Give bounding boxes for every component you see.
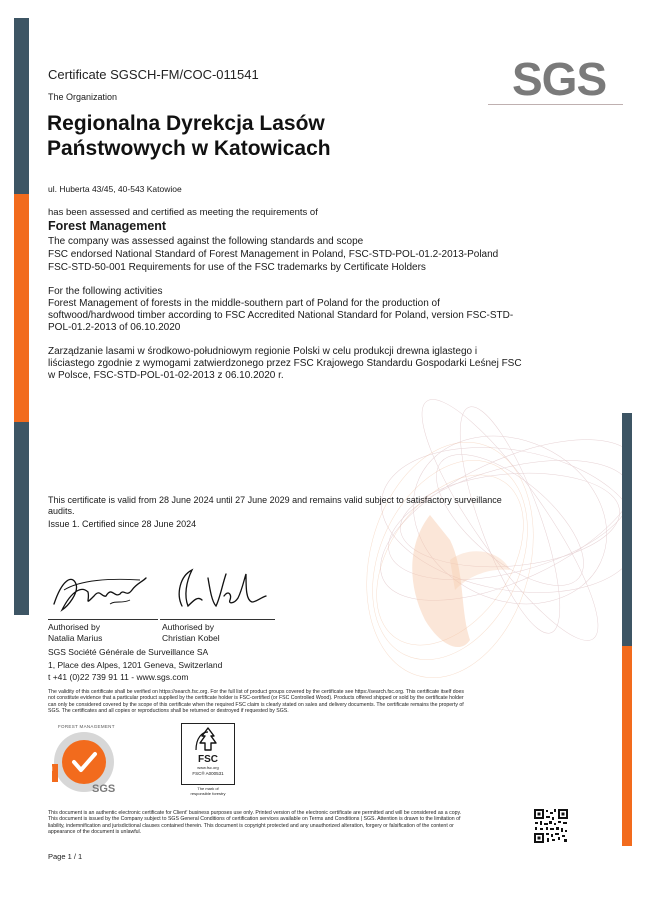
activity-en-line-3: POL-01.2-2013 of 06.10.2020 (48, 322, 181, 333)
company-contact: t +41 (0)22 739 91 11 - www.sgs.com (48, 672, 189, 682)
scheme-title: Forest Management (48, 219, 167, 233)
activities-label: For the following activities (48, 286, 163, 297)
fine-print-line: SGS. The certificates and all copies or reproductions shall be returned or destroyed if requested by SGS. (48, 708, 289, 715)
fsc-tagline-1: The mark of (197, 786, 219, 791)
badge-side-text: FM (44, 767, 53, 773)
fsc-brand: FSC (198, 754, 218, 765)
sgs-logo (512, 53, 607, 105)
standard-2: FSC-STD-50-001 Requirements for use of the FSC trademarks by Certificate Holders (48, 262, 426, 273)
signature-christian-kobel (162, 560, 272, 618)
fine-print-line: appearance of the document is unlawful. (48, 829, 142, 836)
left-slate-bar (14, 18, 29, 194)
left-orange-bar (14, 194, 29, 422)
fine-print-line: This document is issued by the Company subject to SGS General Conditions of certification services available on Terms and Conditions | SGS. Attention is drawn to the limitation of (48, 816, 461, 823)
standards-intro: The company was assessed against the following standards and scope (48, 236, 364, 247)
signature-natalia-marius (50, 560, 160, 618)
fine-print-line: The validity of this certificate shall be verified on https://search.fsc.org. For the full list of product groups covered by the certificate see https://search.fsc.org. This certificate itself does (48, 689, 464, 695)
badge-brand: SGS (92, 783, 116, 795)
authenticity-fine-print (48, 810, 528, 836)
issue-line: Issue 1. Certified since 28 June 2024 (48, 519, 197, 529)
organization-label: The Organization (48, 92, 118, 102)
fine-print-line: can only be considered covered by the scope of this certificate when the required FSC claim is clearly stated on sales and delivery documents. The certificate remains the property of (48, 701, 464, 708)
activity-en-line-1: Forest Management of forests in the middle-southern part of Poland for the production of (48, 298, 440, 309)
signature-line-right (160, 619, 275, 620)
fsc-license: FSC® A000531 (192, 771, 224, 776)
validity-line-2: audits. (48, 506, 75, 516)
page-number: Page 1 / 1 (48, 852, 83, 861)
company-name: SGS Société Générale de Surveillance SA (48, 647, 209, 657)
left-signer-name: Natalia Marius (48, 633, 103, 643)
activity-pl-line-2: liściastego zgodnie z wymogami zatwierdzonego przez FSC Krajowego Standardu Gospodarki Leśnej FSC (48, 358, 522, 369)
org-name-line-2: Państwowych w Katowicach (47, 137, 331, 160)
assessed-text: has been assessed and certified as meeting the requirements of (48, 207, 318, 218)
org-address: ul. Huberta 43/45, 40-543 Katowioe (48, 184, 182, 194)
fine-print-line: liability, indemnification and jurisdictional clauses contained therein. This document is copyright protected and any unauthorized alteration, forgery or falsification of the content or (48, 822, 454, 829)
validity-line-1: This certificate is valid from 28 June 2024 until 27 June 2029 and remains valid subject to satisfactory surveillance (48, 495, 502, 505)
org-name-line-1: Regionalna Dyrekcja Lasów (47, 112, 325, 135)
activity-pl-line-1: Zarządzanie lasami w środkowo-południowym regionie Polski w celu produkcji drewna iglastego i (48, 346, 478, 357)
right-orange-bar (622, 646, 632, 846)
left-authorised-label: Authorised by (48, 622, 100, 632)
fsc-url: www.fsc.org (197, 765, 219, 770)
right-slate-bar (622, 413, 632, 646)
standard-1: FSC endorsed National Standard of Forest Management in Poland, FSC-STD-POL-01.2-2013-Poland (48, 249, 499, 260)
validity-fine-print (48, 689, 610, 715)
certificate-number: Certificate SGSCH-FM/COC-011541 (48, 67, 259, 82)
left-slate-bar-lower (14, 422, 29, 615)
activity-en-line-2: softwood/hardwood timber according to FSC Accredited National Standard for Poland, version FSC-STD- (48, 310, 514, 321)
qr-code[interactable] (533, 808, 569, 844)
signature-line-left (48, 619, 158, 620)
company-address: 1, Place des Alpes, 1201 Geneva, Switzerland (48, 660, 223, 670)
fsc-tree-icon (182, 724, 234, 754)
activity-pl-line-3: w Polsce, FSC-STD-POL-01-02-2013 z 06.10.2020 r. (48, 370, 284, 381)
right-signer-name: Christian Kobel (162, 633, 220, 643)
fsc-tagline-2: responsible forestry (190, 791, 226, 796)
badge-ring-text: FOREST MANAGEMENT (58, 724, 115, 729)
fsc-logo (181, 723, 235, 785)
fine-print-line: This document is an authentic electronic certificate for Client' business purposes use only. Printed version of the electronic certificate are permitted and will be considered as a copy. (48, 810, 462, 816)
right-authorised-label: Authorised by (162, 622, 214, 632)
sgs-logo-text: SGS (512, 53, 607, 105)
logo-rule (488, 104, 623, 105)
fine-print-line: not constitute evidence that a particular product supplied by the certificate holder is FSC-certified (or FSC Controlled Wood). Products offered shipped or sold by the certificate holder (48, 695, 464, 702)
